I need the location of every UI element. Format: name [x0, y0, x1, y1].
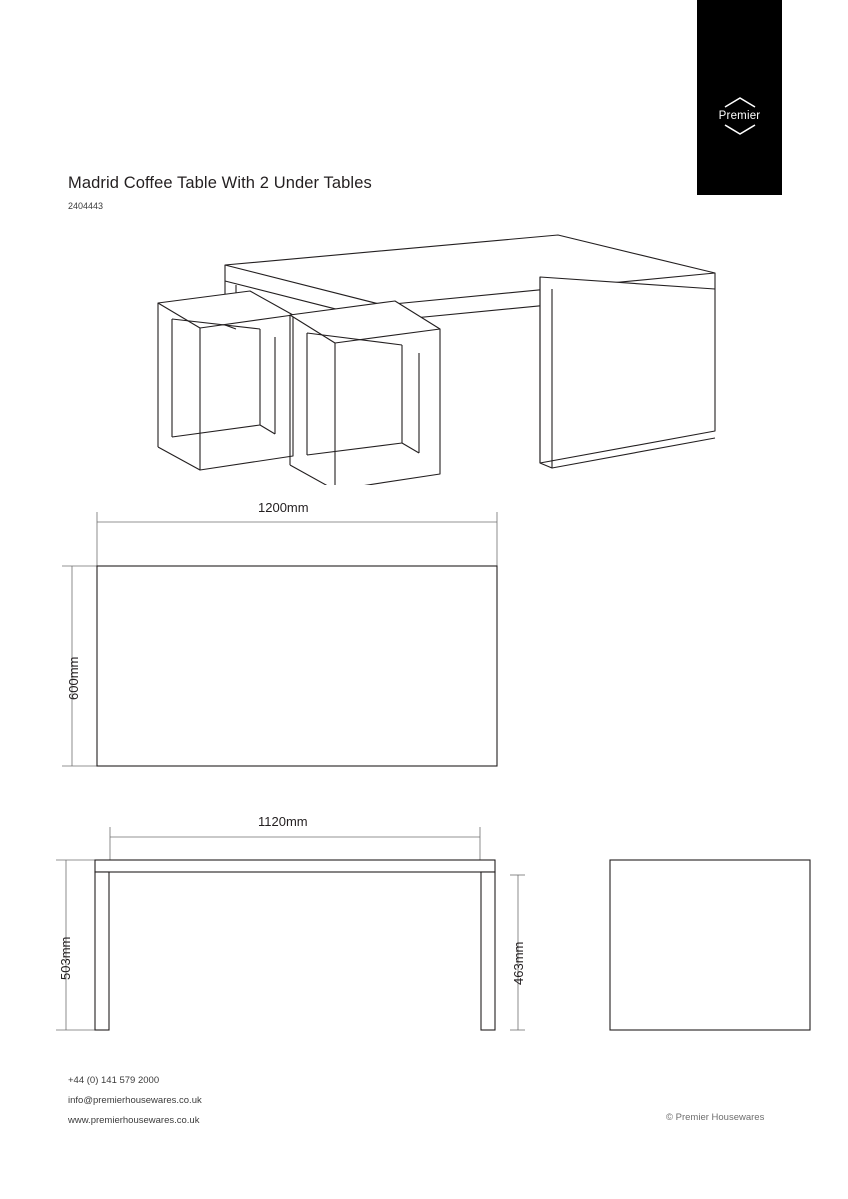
top-plan-view [50, 500, 550, 790]
footer-phone: +44 (0) 141 579 2000 [68, 1075, 160, 1086]
coffee-table-perspective-view [140, 225, 720, 485]
side-elevation-view [600, 855, 820, 1045]
brand-logo [697, 96, 782, 136]
top-view-depth-label: 600mm [66, 656, 81, 700]
chevron-up-icon [723, 96, 757, 109]
footer-email[interactable]: info@premierhousewares.co.uk [68, 1095, 202, 1106]
chevron-down-icon [723, 123, 757, 136]
front-view-width-label: 1120mm [258, 814, 308, 829]
footer-website[interactable]: www.premierhousewares.co.uk [68, 1115, 200, 1126]
front-elevation-view [40, 815, 540, 1045]
front-view-under-height-label: 463mm [511, 941, 526, 985]
front-view-height-label: 503mm [58, 936, 73, 980]
product-code: 2404443 [68, 201, 104, 211]
footer-copyright: © Premier Housewares [666, 1112, 765, 1123]
footer-contact [68, 1071, 202, 1131]
brand-name: Premier [718, 110, 761, 122]
top-view-width-label: 1200mm [258, 500, 309, 515]
page-title: Madrid Coffee Table With 2 Under Tables [68, 174, 372, 192]
brand-block [697, 0, 782, 195]
